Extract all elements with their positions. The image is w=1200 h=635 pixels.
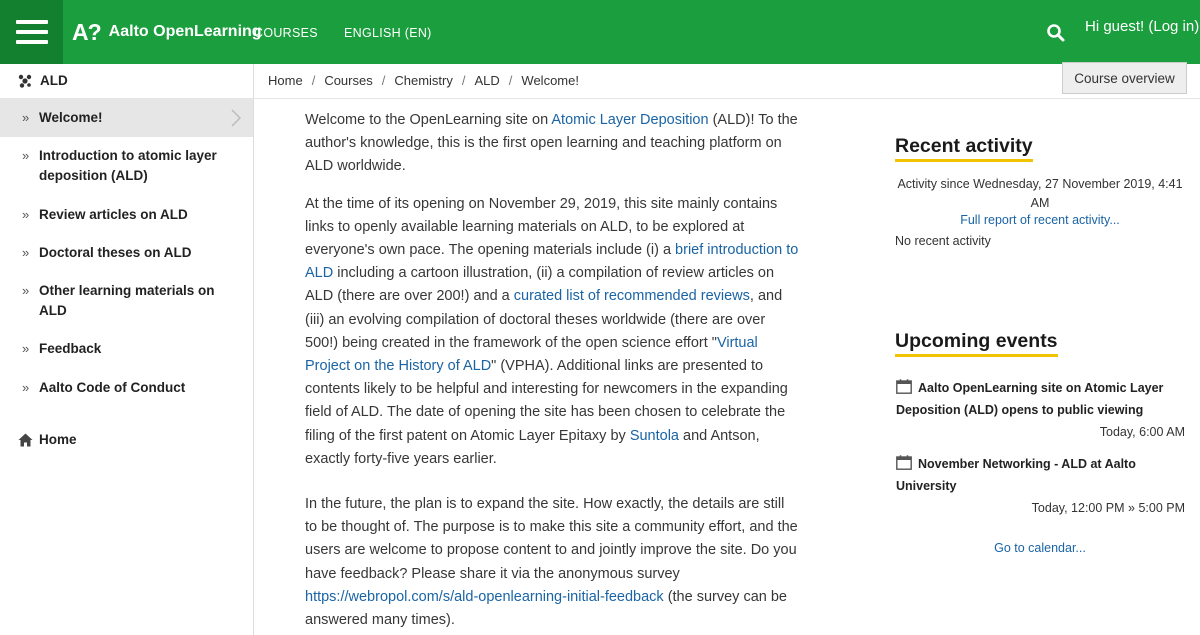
nav-language[interactable]: ENGLISH (EN) <box>344 26 432 40</box>
vpha-link[interactable]: Virtual Project on the History of ALD <box>305 334 758 375</box>
breadcrumb-current: Welcome! <box>521 72 579 88</box>
breadcrumb-separator: / <box>508 72 513 88</box>
sidebar-item-label: Doctoral theses on ALD <box>39 245 192 260</box>
sitemap-icon <box>18 74 32 88</box>
opening-paragraph <box>305 193 800 471</box>
calendar-icon <box>896 455 912 470</box>
sidebar-item-welcome[interactable] <box>0 98 253 137</box>
breadcrumb-chemistry[interactable]: Chemistry <box>394 72 453 88</box>
text: At the time of its opening on November 29, 2019, this site mainly contains links to openly available learning materials on ALD, to be explored at everyone's own pace. The opening materials include (i) a <box>305 195 778 259</box>
sidebar-item-label: Review articles on ALD <box>39 207 188 222</box>
recent-activity-title: Recent activity <box>895 134 1033 162</box>
course-sidebar <box>0 64 254 635</box>
home-icon <box>18 433 33 447</box>
logo-text: Aalto OpenLearning <box>108 23 262 40</box>
survey-link[interactable]: https://webropol.com/s/ald-openlearning-initial-feedback <box>305 588 664 605</box>
sidebar-item-label: Other learning materials on ALD <box>39 283 215 318</box>
site-logo[interactable] <box>72 20 262 44</box>
event-item[interactable] <box>896 453 1188 519</box>
activity-since-text: Activity since Wednesday, 27 November 2019, 4:41 AM <box>897 177 1183 210</box>
breadcrumb-home[interactable]: Home <box>268 72 303 88</box>
chevron-right-icon: » <box>22 207 30 222</box>
top-navbar <box>0 0 1200 64</box>
brief-introduction-link[interactable]: brief introduction to ALD <box>305 242 799 282</box>
chevron-right-icon: » <box>22 283 30 298</box>
no-recent-activity-text: No recent activity <box>895 234 991 248</box>
sidebar-home-link[interactable] <box>18 432 77 447</box>
sidebar-item-label: Introduction to atomic layer deposition (ALD) <box>39 148 217 183</box>
chevron-right-icon <box>231 109 241 127</box>
event-title[interactable]: November Networking - ALD at Aalto University <box>896 457 1136 493</box>
future-paragraph <box>305 493 800 632</box>
text: including a cartoon illustration, (ii) a compilation of review articles on ALD (there are over 200!) and a <box>305 265 775 305</box>
logo-mark: A? <box>72 18 101 45</box>
event-title-row <box>896 377 1188 421</box>
sidebar-home-label: Home <box>39 432 77 447</box>
sidebar-item-doctoral-theses[interactable] <box>0 243 253 263</box>
sidebar-item-label: Welcome! <box>39 109 103 125</box>
breadcrumb <box>268 72 579 88</box>
login-link[interactable]: Hi guest! (Log in) <box>1085 18 1200 35</box>
upcoming-events-title: Upcoming events <box>895 329 1058 357</box>
text: (ALD)! To the author's knowledge, this is the first open learning and teaching platform on ALD worldwide. <box>305 112 798 175</box>
text: " (VPHA). Additional links are presented to contents likely to be helpful and interesting for newcomers in the expanding field of ALD. The date of opening the site has been chosen to celebrate the filing of the first patent on Atomic Layer Epitaxy by <box>305 358 788 444</box>
full-report-link[interactable]: Full report of recent activity... <box>960 213 1120 227</box>
divider <box>254 98 1200 99</box>
course-overview-button[interactable]: Course overview <box>1062 62 1187 94</box>
text: and Antson, exactly forty-five years earlier. <box>305 427 760 467</box>
sidebar-item-feedback[interactable] <box>0 339 253 359</box>
go-to-calendar-link[interactable]: Go to calendar... <box>994 541 1086 555</box>
chevron-right-icon: » <box>22 110 30 125</box>
calendar-icon <box>896 379 912 394</box>
sidebar-course-label: ALD <box>40 73 68 88</box>
text: In the future, the plan is to expand the site. How exactly, the details are still to be thought of. The purpose is to make this site a community effort, and the users are welcome to propose content to and jointly improve the site. Do you have feedback? Please share it via the anonymous survey <box>305 496 798 582</box>
event-time: Today, 12:00 PM » 5:00 PM <box>1031 501 1185 515</box>
breadcrumb-separator: / <box>461 72 466 88</box>
text: Welcome to the OpenLearning site on <box>305 112 552 128</box>
sidebar-item-label: Aalto Code of Conduct <box>39 380 186 395</box>
breadcrumb-separator: / <box>311 72 316 88</box>
search-icon[interactable] <box>1046 23 1066 43</box>
sidebar-item-review-articles[interactable] <box>0 205 253 225</box>
menu-toggle-button[interactable] <box>0 0 63 64</box>
chevron-right-icon: » <box>22 245 30 260</box>
event-item[interactable] <box>896 377 1188 443</box>
sidebar-item-other-materials[interactable] <box>0 281 253 321</box>
chevron-right-icon: » <box>22 380 30 395</box>
breadcrumb-separator: / <box>381 72 386 88</box>
chevron-right-icon: » <box>22 341 30 356</box>
intro-paragraph <box>305 109 800 179</box>
event-title[interactable]: Aalto OpenLearning site on Atomic Layer Deposition (ALD) opens to public viewing <box>896 381 1164 417</box>
chevron-right-icon: » <box>22 148 30 163</box>
text: (the survey can be answered many times). <box>305 588 787 629</box>
event-time: Today, 6:00 AM <box>1099 425 1185 439</box>
text: , and (iii) an evolving compilation of doctoral theses worldwide (there are over 500!) being created in the framework of the open science effort " <box>305 288 783 351</box>
sidebar-item-code-of-conduct[interactable] <box>0 378 253 398</box>
breadcrumb-courses[interactable]: Courses <box>324 72 373 88</box>
hamburger-icon <box>16 20 48 44</box>
sidebar-item-introduction[interactable] <box>0 146 253 186</box>
sidebar-course-link[interactable] <box>0 64 253 97</box>
event-title-row <box>896 453 1188 497</box>
curated-reviews-link[interactable]: curated list of recommended reviews <box>513 288 750 305</box>
page-content <box>305 109 800 635</box>
nav-courses[interactable]: COURSES <box>254 26 318 40</box>
sidebar-item-label: Feedback <box>39 341 102 356</box>
ald-link[interactable]: Atomic Layer Deposition <box>551 112 709 128</box>
suntola-link[interactable]: Suntola <box>629 427 679 444</box>
breadcrumb-ald[interactable]: ALD <box>474 72 500 88</box>
